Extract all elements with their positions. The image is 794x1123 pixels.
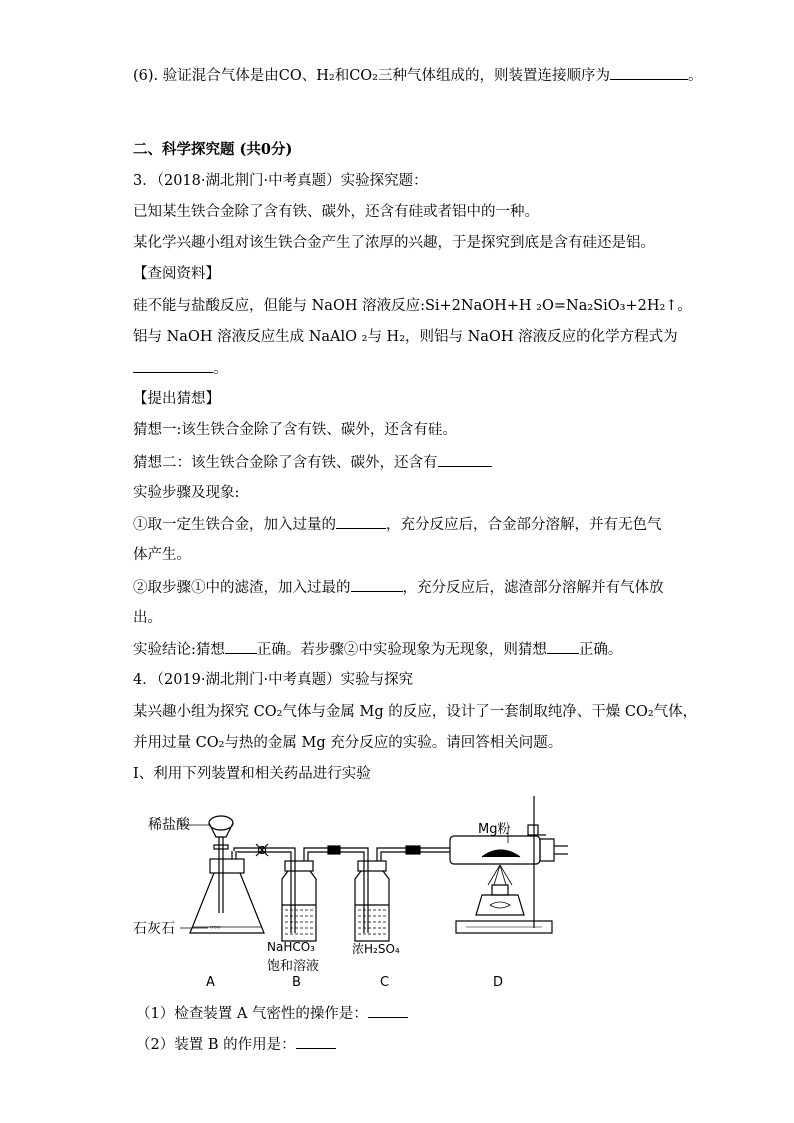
svg-text:ᴼᴼᴼ: ᴼᴼᴼ	[210, 925, 221, 933]
q3-data2-end: 。	[213, 361, 228, 377]
conclusion-blank-2[interactable]	[547, 639, 579, 654]
heading-guess: 【提出猜想】	[133, 391, 220, 407]
apparatus-figure	[130, 793, 610, 998]
q4-line1: 某兴趣小组为探究 CO₂气体与金属 Mg 的反应，设计了一套制取纯净、干燥 CO₂气体，	[133, 704, 698, 720]
q4-sub1-line	[136, 1003, 408, 1024]
q3-step1-b: ，充分反应后，合金部分溶解，并有无色气	[386, 517, 662, 533]
q3-step1-cont: 体产生。	[133, 547, 191, 563]
q3-step1-line	[133, 514, 662, 535]
letter-d: D	[493, 975, 504, 990]
section-title: 二、科学探究题 (共0分)	[133, 141, 293, 158]
q4-sub1: （1）检查装置 A 气密性的操作是：	[136, 1006, 368, 1022]
letter-c: C	[380, 975, 390, 990]
q4-part1: Ⅰ、利用下列装置和相关药品进行实验	[133, 766, 371, 782]
equation-blank[interactable]	[133, 358, 213, 373]
q3-concl-c: 正确。	[578, 642, 623, 658]
q4-sub2-line	[136, 1034, 336, 1055]
step1-blank[interactable]	[336, 514, 386, 529]
q3-line2: 某化学兴趣小组对该生铁合金产生了浓厚的兴趣，于是探究到底是含有硅还是铝。	[133, 235, 655, 251]
letter-b: B	[292, 975, 301, 990]
label-mg: Mg粉	[478, 822, 511, 837]
q3-step2-a: ②取步骤①中的滤渣，加入过最的	[133, 580, 351, 596]
label-c: 浓H₂SO₄	[352, 942, 400, 956]
q3-conclusion-line	[133, 639, 622, 660]
q4-line2: 并用过量 CO₂与热的金属 Mg 充分反应的实验。请回答相关问题。	[133, 735, 563, 751]
q3-step2-cont: 出。	[133, 610, 162, 626]
label-acid: 稀盐酸	[148, 817, 190, 833]
sub2-blank[interactable]	[296, 1034, 336, 1049]
letter-a: A	[206, 975, 215, 990]
q3-header: 3．（2018·湖北荆门·中考真题）实验探究题：	[133, 173, 428, 189]
q3-concl-a: 实验结论:猜想	[133, 642, 225, 658]
q3-steps-title: 实验步骤及现象:	[133, 485, 240, 501]
sub1-blank[interactable]	[368, 1003, 408, 1018]
step2-blank[interactable]	[351, 577, 403, 592]
guess2-blank[interactable]	[438, 452, 492, 467]
device-d	[450, 796, 568, 933]
q3-line1: 已知某生铁合金除了含有铁、碳外，还含有硅或者铝中的一种。	[133, 204, 539, 220]
q6-line	[133, 65, 703, 86]
label-b-1: NaHCO₃	[267, 940, 315, 954]
q3-data2: 铝与 NaOH 溶液反应生成 NaAlO ₂与 H₂，则铝与 NaOH 溶液反应的化学方程式为	[133, 329, 678, 345]
q3-guess2-line	[133, 452, 492, 473]
q3-step2-line	[133, 577, 664, 598]
q6-text: (6). 验证混合气体是由CO、H₂和CO₂三种气体组成的，则装置连接顺序为	[133, 68, 610, 84]
conclusion-blank-1[interactable]	[225, 639, 257, 654]
device-c	[355, 848, 450, 941]
label-stone: 石灰石	[133, 921, 175, 937]
q6-answer-blank[interactable]	[610, 65, 688, 80]
heading-data: 【查阅资料】	[133, 266, 220, 282]
q3-guess2: 猜想二：该生铁合金除了含有铁、碳外，还含有	[133, 455, 438, 471]
q3-guess1: 猜想一:该生铁合金除了含有铁、碳外，还含有硅。	[133, 422, 457, 438]
q3-data2-answer-line	[133, 358, 228, 379]
q6-end: 。	[688, 68, 703, 84]
label-b-2: 饱和溶液	[267, 959, 320, 974]
q4-sub2: （2）装置 B 的作用是：	[136, 1037, 296, 1053]
device-a	[190, 816, 264, 933]
q3-step2-b: ，充分反应后，滤渣部分溶解并有气体放	[402, 580, 664, 596]
q3-concl-b: 正确。若步骤②中实验现象为无现象，则猜想	[256, 642, 547, 658]
q3-data1: 硅不能与盐酸反应，但能与 NaOH 溶液反应:Si+2NaOH+H ₂O=Na₂SiO₃+2H₂↑。	[133, 298, 692, 314]
q3-step1-a: ①取一定生铁合金，加入过量的	[133, 517, 336, 533]
q4-header: 4．（2019·湖北荆门·中考真题）实验与探究	[133, 672, 414, 688]
